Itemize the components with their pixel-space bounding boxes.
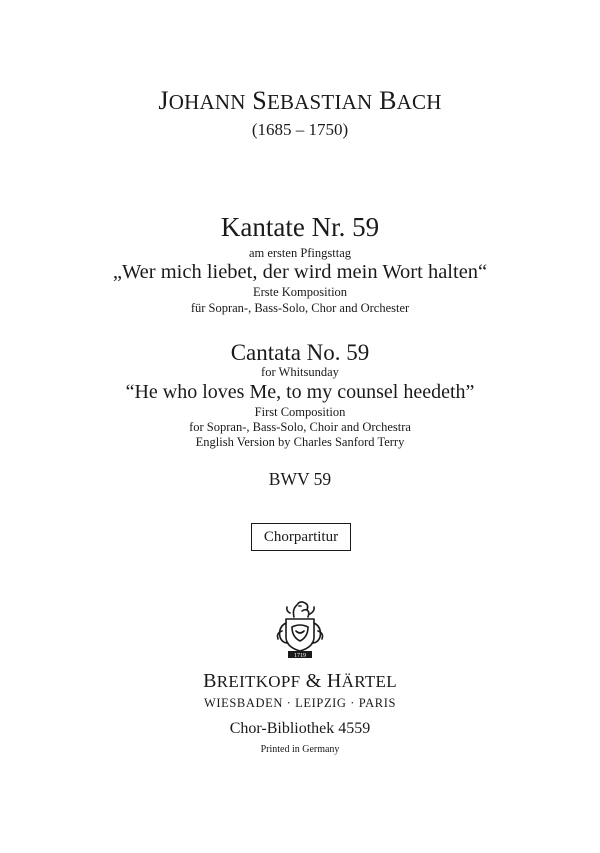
english-occasion: for Whitsunday	[261, 365, 339, 379]
logo-year: 1719	[294, 652, 306, 659]
english-version-credit: English Version by Charles Sanford Terry	[195, 435, 405, 449]
composer-name: JOHANN SEBASTIAN BACH	[158, 86, 442, 115]
breitkopf-bear-emblem-icon	[272, 597, 328, 659]
german-quote: „Wer mich liebet, der wird mein Wort halten“	[112, 261, 488, 283]
catalog-number: Chor-Bibliothek 4559	[229, 720, 371, 737]
bwv-number: BWV 59	[268, 469, 332, 489]
german-title: Kantate Nr. 59	[220, 212, 380, 242]
german-forces: für Sopran-, Bass-Solo, Chor and Orchester	[190, 301, 410, 315]
english-quote: “He who loves Me, to my counsel heedeth”	[125, 381, 475, 403]
german-composition: Erste Komposition	[252, 285, 348, 299]
german-occasion: am ersten Pfingsttag	[248, 246, 352, 260]
english-composition: First Composition	[254, 405, 346, 419]
composer-dates: (1685 – 1750)	[251, 120, 349, 139]
publisher-cities: WIESBADEN · LEIPZIG · PARIS	[203, 696, 397, 710]
printed-in: Printed in Germany	[260, 744, 340, 755]
publisher-name: BREITKOPF & HÄRTEL	[203, 670, 397, 692]
edition-type-box: Chorpartitur	[251, 523, 351, 551]
english-forces: for Sopran-, Bass-Solo, Choir and Orchestra	[189, 420, 411, 434]
english-title: Cantata No. 59	[230, 340, 370, 365]
